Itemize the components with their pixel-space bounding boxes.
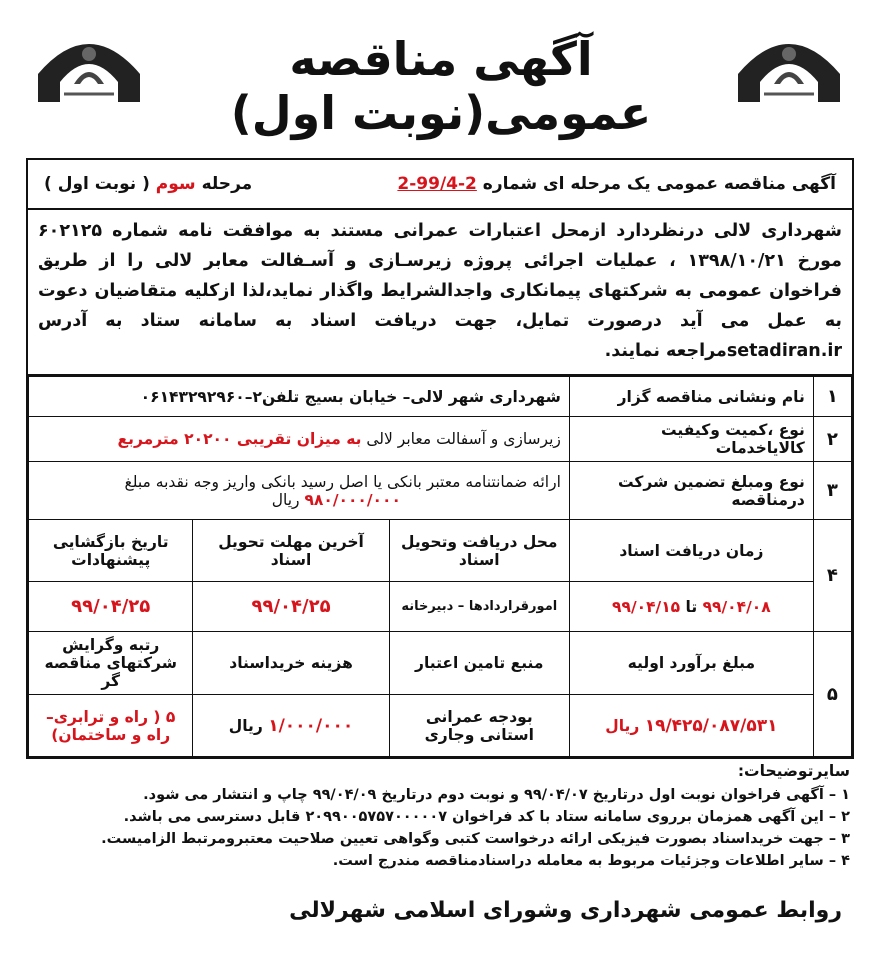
notice-top-row [28,160,852,210]
notice-header [18,10,864,140]
organizer-address: شهرداری شهر لالی– خیابان بسیج تلفن۲–۰۶۱۴۳۲۹۲۹۶۰ [29,377,570,417]
opening-date: ۹۹/۰۴/۲۵ [29,582,193,632]
document-cost-amount: ۱/۰۰۰/۰۰۰ [268,715,354,736]
receive-from-date: ۹۹/۰۴/۰۸ [702,597,771,616]
work-type: زیرسازی و آسفالت معابر لالی [366,430,561,448]
column-header: منبع تامین اعتبار [389,632,569,695]
table-row [29,377,852,417]
contractor-grade: ۵ ( راه و ترابری– راه و ساختمان) [29,695,193,757]
column-header: زمان دریافت اسناد [569,520,813,582]
funding-source: بودجه عمرانی استانی وجاری [389,695,569,757]
document-cost [193,695,389,757]
row-label: نوع ومبلغ تضمین شرکت درمناقصه [569,462,813,520]
table-row [29,582,852,632]
note-item: ۱ – آگهی فراخوان نوبت اول درتاریخ ۹۹/۰۴/۰۷ و نوبت دوم درتاریخ ۹۹/۰۴/۰۹ چاپ و انتشار می شود. [143,787,850,803]
receive-to-word: تا [685,597,698,616]
table-row [29,695,852,757]
submission-deadline: ۹۹/۰۴/۲۵ [193,582,389,632]
tender-number-label: آگهی مناقصه عمومی یک مرحله ای شماره [482,174,836,194]
row-label: نام ونشانی مناقصه گزار [569,377,813,417]
stage-round: ( نوبت اول ) [44,174,150,194]
column-header: هزینه خریداسناد [193,632,389,695]
guarantee-amount: ۹۸۰/۰۰۰/۰۰۰ [304,490,401,509]
note-item: ۲ – این آگهی همزمان برروی سامانه ستاد با کد فراخوان ۲۰۹۹۰۰۵۷۵۷۰۰۰۰۰۷ قابل دسترسی می باشد. [123,809,850,825]
table-row [29,632,852,695]
column-header: مبلغ برآورد اولیه [569,632,813,695]
notice-box [26,158,854,759]
tender-details-table [28,376,852,757]
municipality-emblem-icon [34,24,144,104]
column-header: محل دریافت وتحویل اسناد [389,520,569,582]
publisher-signature: روابط عمومی شهرداری وشورای اسلامی شهرلالی [289,898,842,923]
notes-title: سایرتوضیحات: [737,762,850,780]
column-header: تاریخ بازگشایی پیشنهادات [29,520,193,582]
notes-section [26,760,850,872]
work-description [29,417,570,462]
stage-label: مرحله [201,174,253,194]
stage-line [44,174,252,194]
document-place: امورقراردادها – دبیرخانه [389,582,569,632]
table-row [29,417,852,462]
table-row [29,462,852,520]
note-item: ۳ – جهت خریداسناد بصورت فیزیکی ارائه درخواست کتبی وگواهی تعیین صلاحیت معتبرومرتبط الزامیست. [101,831,850,847]
page-title: آگهی مناقصه عمومی(نوبت اول) [230,32,652,140]
row-number: ۵ [813,632,851,757]
guarantee-description [29,462,570,520]
row-number: ۲ [813,417,851,462]
tender-number: 2-99/4-2 [397,174,477,194]
estimate-amount: ۱۹/۴۲۵/۰۸۷/۵۳۱ [644,715,778,736]
stage-value: سوم [155,174,196,194]
municipality-emblem-icon [734,24,844,104]
row-number: ۳ [813,462,851,520]
initial-estimate [569,695,813,757]
estimate-unit: ریال [605,716,640,735]
receive-period [569,582,813,632]
row-label: نوع ،کمیت وکیفیت کالاياخدمات [569,417,813,462]
guarantee-unit: ریال [271,490,300,509]
column-header: رتبه وگرایش شرکتهای مناقصه گر [29,632,193,695]
note-item: ۴ – سایر اطلاعات وجزئیات مربوط به معامله دراسنادمناقصه مندرج است. [332,853,850,869]
row-number: ۴ [813,520,851,632]
tender-number-line [397,174,836,194]
notice-intro: شهرداری لالی درنظردارد ازمحل اعتبارات عمرانی مستند به موافقت نامه شماره ۶۰۲۱۲۵ مورخ ۱۳۹۸/۱۰/۲۱ ، عملیات اجرائی پروژه زیرسـازی و آسـفالت معابر لالی را از طریق فراخوان عمومی به شرکتهای پیمانکاری واجدالشرایط واگذار نماید،لذا ازکلیه متقاضیان دعوت به عمل می آید درصورت تمایل، جهت دریافت اسناد به سامانه ستاد به آدرس setadiran.irمراجعه نمایند. [28,210,852,376]
document-cost-unit: ریال [228,716,263,735]
work-quantity: به میزان تقریبی ۲۰۲۰۰ مترمربع [117,430,362,448]
table-row [29,520,852,582]
row-number: ۱ [813,377,851,417]
column-header: آخرین مهلت تحویل اسناد [193,520,389,582]
guarantee-text: ارائه ضمانتنامه معتبر بانکی یا اصل رسید بانکی واریز وجه نقدبه مبلغ [124,472,561,491]
receive-to-date: ۹۹/۰۴/۱۵ [612,597,681,616]
